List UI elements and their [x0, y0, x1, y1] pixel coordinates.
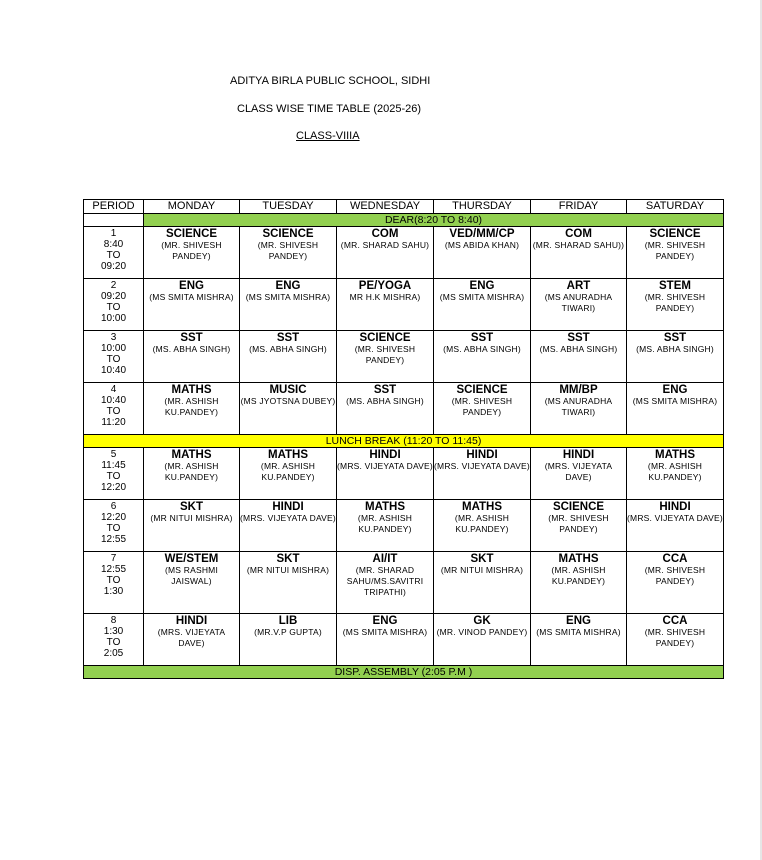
class-cell [240, 448, 337, 500]
class-cell [627, 448, 724, 500]
class-cell [434, 552, 531, 614]
subject-name: ENG [566, 615, 591, 627]
teacher-name: (MRS. VIJEYATA DAVE) [627, 513, 723, 523]
class-cell [337, 279, 434, 331]
class-cell [337, 500, 434, 552]
period-cell [84, 448, 144, 500]
period-line: 3 [110, 332, 117, 343]
period-line: TO [106, 575, 121, 586]
teacher-name: (MR. ASHISH KU.PANDEY) [164, 461, 219, 482]
subject-name: SKT [180, 501, 203, 513]
class-cell [434, 279, 531, 331]
teacher-name: (MS JYOTSNA DUBEY) [240, 396, 336, 406]
period-line: TO [106, 523, 121, 534]
class-cell [531, 552, 627, 614]
class-cell [531, 448, 627, 500]
teacher-name: (MR. SHIVESH PANDEY) [644, 565, 706, 586]
period-line: TO [106, 302, 121, 313]
period-line: TO [106, 471, 121, 482]
teacher-name: (MR. VINOD PANDEY) [436, 627, 528, 637]
class-cell [144, 331, 240, 383]
column-header: FRIDAY [531, 200, 627, 214]
teacher-name: (MR. ASHISH KU.PANDEY) [454, 513, 510, 534]
subject-name: STEM [659, 280, 691, 292]
class-cell [240, 383, 337, 435]
period-line: 12:20 [100, 512, 127, 523]
subject-name: HINDI [175, 615, 208, 627]
subject-name: MUSIC [269, 384, 307, 396]
class-cell [240, 331, 337, 383]
teacher-name: (MS. ABHA SINGH) [539, 344, 618, 354]
class-cell [434, 331, 531, 383]
teacher-name: (MR NITUI MISHRA) [150, 513, 233, 523]
table-row [84, 500, 724, 552]
class-cell [337, 227, 434, 279]
teacher-name: (MRS. VIJEYATA DAVE) [157, 627, 226, 648]
class-cell [434, 448, 531, 500]
table-row [84, 331, 724, 383]
class-cell [240, 279, 337, 331]
class-cell [531, 279, 627, 331]
class-cell [627, 227, 724, 279]
period-line: 10:40 [100, 395, 127, 406]
subject-name: HINDI [562, 449, 595, 461]
subject-name: PE/YOGA [358, 280, 412, 292]
subject-name: VED/MM/CP [449, 228, 515, 240]
subject-name: ENG [372, 615, 398, 627]
column-header: SATURDAY [627, 200, 724, 214]
subject-name: ENG [469, 280, 495, 292]
teacher-name: (MS. ABHA SINGH) [152, 344, 231, 354]
period-line: 6 [110, 501, 117, 512]
teacher-name: (MS. ABHA SINGH) [636, 344, 714, 354]
subject-name: SCIENCE [649, 228, 701, 240]
class-cell [144, 552, 240, 614]
table-row [84, 279, 724, 331]
class-cell [337, 448, 434, 500]
timetable-title: CLASS WISE TIME TABLE (2025-26) [237, 103, 422, 115]
class-cell [337, 383, 434, 435]
subject-name: COM [371, 228, 399, 240]
teacher-name: (MR. ASHISH KU.PANDEY) [647, 461, 703, 482]
teacher-name: (MR. ASHISH KU.PANDEY) [357, 513, 413, 534]
subject-name: MATHS [654, 449, 696, 461]
class-cell [531, 331, 627, 383]
period-line: 1 [110, 228, 117, 239]
teacher-name: (MR. SHIVESH PANDEY) [548, 513, 609, 534]
lunch-band: LUNCH BREAK (11:20 TO 11:45) [84, 435, 724, 448]
class-cell [144, 500, 240, 552]
period-line: 10:00 [100, 313, 127, 324]
subject-name: SST [663, 332, 687, 344]
teacher-name: (MR. SHIVESH PANDEY) [451, 396, 513, 417]
period-line: 09:20 [100, 261, 127, 272]
column-header: TUESDAY [240, 200, 337, 214]
period-line: 8 [110, 615, 117, 626]
class-cell [531, 614, 627, 666]
teacher-name: (MR. ASHISH KU.PANDEY) [260, 461, 316, 482]
dear-band-row [84, 214, 724, 227]
class-cell [434, 500, 531, 552]
teacher-name: (MR. SHIVESH PANDEY) [354, 344, 416, 365]
class-cell [627, 614, 724, 666]
subject-name: MATHS [461, 501, 503, 513]
subject-name: AI/IT [372, 553, 398, 565]
subject-name: GK [473, 615, 491, 627]
period-cell [84, 552, 144, 614]
subject-name: SST [567, 332, 590, 344]
dear-band: DEAR(8:20 TO 8:40) [144, 214, 724, 227]
subject-name: COM [565, 228, 592, 240]
teacher-name: (MRS. VIJEYATA DAVE) [434, 461, 530, 471]
subject-name: SST [373, 384, 397, 396]
period-line: TO [106, 406, 121, 417]
subject-name: CCA [662, 553, 688, 565]
period-cell [84, 500, 144, 552]
column-header: THURSDAY [434, 200, 531, 214]
subject-name: SCIENCE [165, 228, 218, 240]
subject-name: ENG [275, 280, 301, 292]
period-line: 12:55 [100, 564, 127, 575]
period-line: 10:40 [100, 365, 127, 376]
column-header: WEDNESDAY [337, 200, 434, 214]
class-cell [434, 383, 531, 435]
table-row [84, 383, 724, 435]
teacher-name: (MR. SHIVESH PANDEY) [161, 240, 222, 261]
class-cell [627, 331, 724, 383]
class-cell [144, 279, 240, 331]
teacher-name: (MS SMITA MISHRA) [439, 292, 525, 302]
subject-name: SCIENCE [359, 332, 411, 344]
teacher-name: (MR. SHARAD SAHU) [340, 240, 430, 250]
teacher-name: (MR. SHIVESH PANDEY) [257, 240, 319, 261]
teacher-name: (MS RASHMI JAISWAL) [165, 565, 218, 586]
period-line: 7 [110, 553, 117, 564]
class-cell [337, 552, 434, 614]
lunch-band-row [84, 435, 724, 448]
teacher-name: (MRS. VIJEYATA DAVE) [544, 461, 613, 482]
teacher-name: (MR. ASHISH KU.PANDEY) [551, 565, 606, 586]
class-cell [531, 227, 627, 279]
class-cell [240, 500, 337, 552]
period-line: 1:30 [103, 586, 124, 597]
teacher-name: (MR. SHIVESH PANDEY) [644, 627, 706, 648]
period-line: 12:55 [100, 534, 127, 545]
disp-assembly-band: DISP. ASSEMBLY (2:05 P.M ) [84, 666, 724, 679]
teacher-name: (MR. SHIVESH PANDEY) [644, 292, 706, 313]
teacher-name: MR H.K MISHRA) [349, 292, 421, 302]
class-cell [337, 614, 434, 666]
class-cell [337, 331, 434, 383]
table-row [84, 552, 724, 614]
subject-name: MATHS [558, 553, 599, 565]
teacher-name: (MS. ABHA SINGH) [249, 344, 327, 354]
class-cell [144, 448, 240, 500]
teacher-name: (MRS. VIJEYATA DAVE) [337, 461, 433, 471]
period-line: 12:20 [100, 482, 127, 493]
subject-name: SST [180, 332, 203, 344]
subject-name: SKT [276, 553, 300, 565]
period-line: 10:00 [100, 343, 127, 354]
class-cell [144, 227, 240, 279]
subject-name: SST [276, 332, 300, 344]
subject-name: MATHS [267, 449, 309, 461]
teacher-name: (MR.V.P GUPTA) [254, 627, 322, 637]
column-header: PERIOD [84, 200, 144, 214]
class-cell [627, 500, 724, 552]
teacher-name: (MS ANURADHA TIWARI) [544, 396, 613, 417]
period-line: TO [106, 637, 121, 648]
subject-name: ART [566, 280, 591, 292]
subject-name: SCIENCE [552, 501, 605, 513]
period-line: 2 [110, 280, 117, 291]
teacher-name: (MR NITUI MISHRA) [440, 565, 524, 575]
teacher-name: (MS ABIDA KHAN) [444, 240, 520, 250]
teacher-name: (MR. SHIVESH PANDEY) [644, 240, 706, 261]
subject-name: SKT [470, 553, 494, 565]
table-row [84, 614, 724, 666]
subject-name: WE/STEM [164, 553, 219, 565]
teacher-name: (MR. ASHISH KU.PANDEY) [164, 396, 219, 417]
period-line: 11:20 [101, 417, 126, 428]
class-cell [240, 227, 337, 279]
period-line: 1:30 [103, 626, 124, 637]
class-cell [144, 614, 240, 666]
subject-name: SCIENCE [456, 384, 508, 396]
class-cell [627, 279, 724, 331]
period-cell [84, 227, 144, 279]
class-cell [240, 552, 337, 614]
teacher-name: (MS SMITA MISHRA) [149, 292, 234, 302]
teacher-name: (MS SMITA MISHRA) [245, 292, 331, 302]
column-header: MONDAY [144, 200, 240, 214]
period-line: TO [106, 250, 121, 261]
period-line: 4 [110, 384, 117, 395]
subject-name: MATHS [364, 501, 406, 513]
period-line: 2:05 [103, 648, 124, 659]
period-line: 11:45 [101, 460, 126, 471]
disp-assembly-band-row [84, 666, 724, 679]
teacher-name: (MR. SHARAD SAHU)) [532, 240, 625, 250]
subject-name: HINDI [272, 501, 304, 513]
teacher-name: (MR. SHARAD SAHU/MS.SAVITRI TRIPATHI) [346, 565, 424, 597]
teacher-name: (MS SMITA MISHRA) [632, 396, 718, 406]
subject-name: MATHS [171, 449, 212, 461]
class-cell [434, 227, 531, 279]
teacher-name: (MS. ABHA SINGH) [346, 396, 424, 406]
teacher-name: (MRS. VIJEYATA DAVE) [240, 513, 336, 523]
period-cell [84, 279, 144, 331]
period-cell [84, 614, 144, 666]
teacher-name: (MS SMITA MISHRA) [342, 627, 428, 637]
subject-name: LIB [278, 615, 298, 627]
teacher-name: (MR NITUI MISHRA) [246, 565, 330, 575]
teacher-name: (MS. ABHA SINGH) [443, 344, 521, 354]
subject-name: SST [470, 332, 494, 344]
subject-name: HINDI [659, 501, 691, 513]
table-row [84, 227, 724, 279]
period-line: 8:40 [103, 239, 124, 250]
period-line: 09:20 [100, 291, 127, 302]
band-spacer [84, 214, 144, 227]
subject-name: MATHS [171, 384, 212, 396]
class-cell [627, 383, 724, 435]
subject-name: SCIENCE [262, 228, 314, 240]
timetable [83, 199, 724, 679]
teacher-name: (MS ANURADHA TIWARI) [544, 292, 613, 313]
subject-name: ENG [179, 280, 204, 292]
period-line: TO [106, 354, 121, 365]
period-cell [84, 383, 144, 435]
school-name: ADITYA BIRLA PUBLIC SCHOOL, SIDHI [230, 75, 431, 87]
class-cell [434, 614, 531, 666]
header-row [84, 200, 724, 214]
class-cell [240, 614, 337, 666]
subject-name: HINDI [466, 449, 498, 461]
table-row [84, 448, 724, 500]
class-cell [627, 552, 724, 614]
period-cell [84, 331, 144, 383]
class-name: CLASS-VIIIA [296, 130, 360, 142]
subject-name: HINDI [369, 449, 401, 461]
class-cell [531, 500, 627, 552]
class-cell [144, 383, 240, 435]
period-line: 5 [110, 449, 117, 460]
subject-name: CCA [662, 615, 688, 627]
teacher-name: (MS SMITA MISHRA) [536, 627, 621, 637]
class-cell [531, 383, 627, 435]
subject-name: ENG [662, 384, 688, 396]
subject-name: MM/BP [559, 384, 598, 396]
